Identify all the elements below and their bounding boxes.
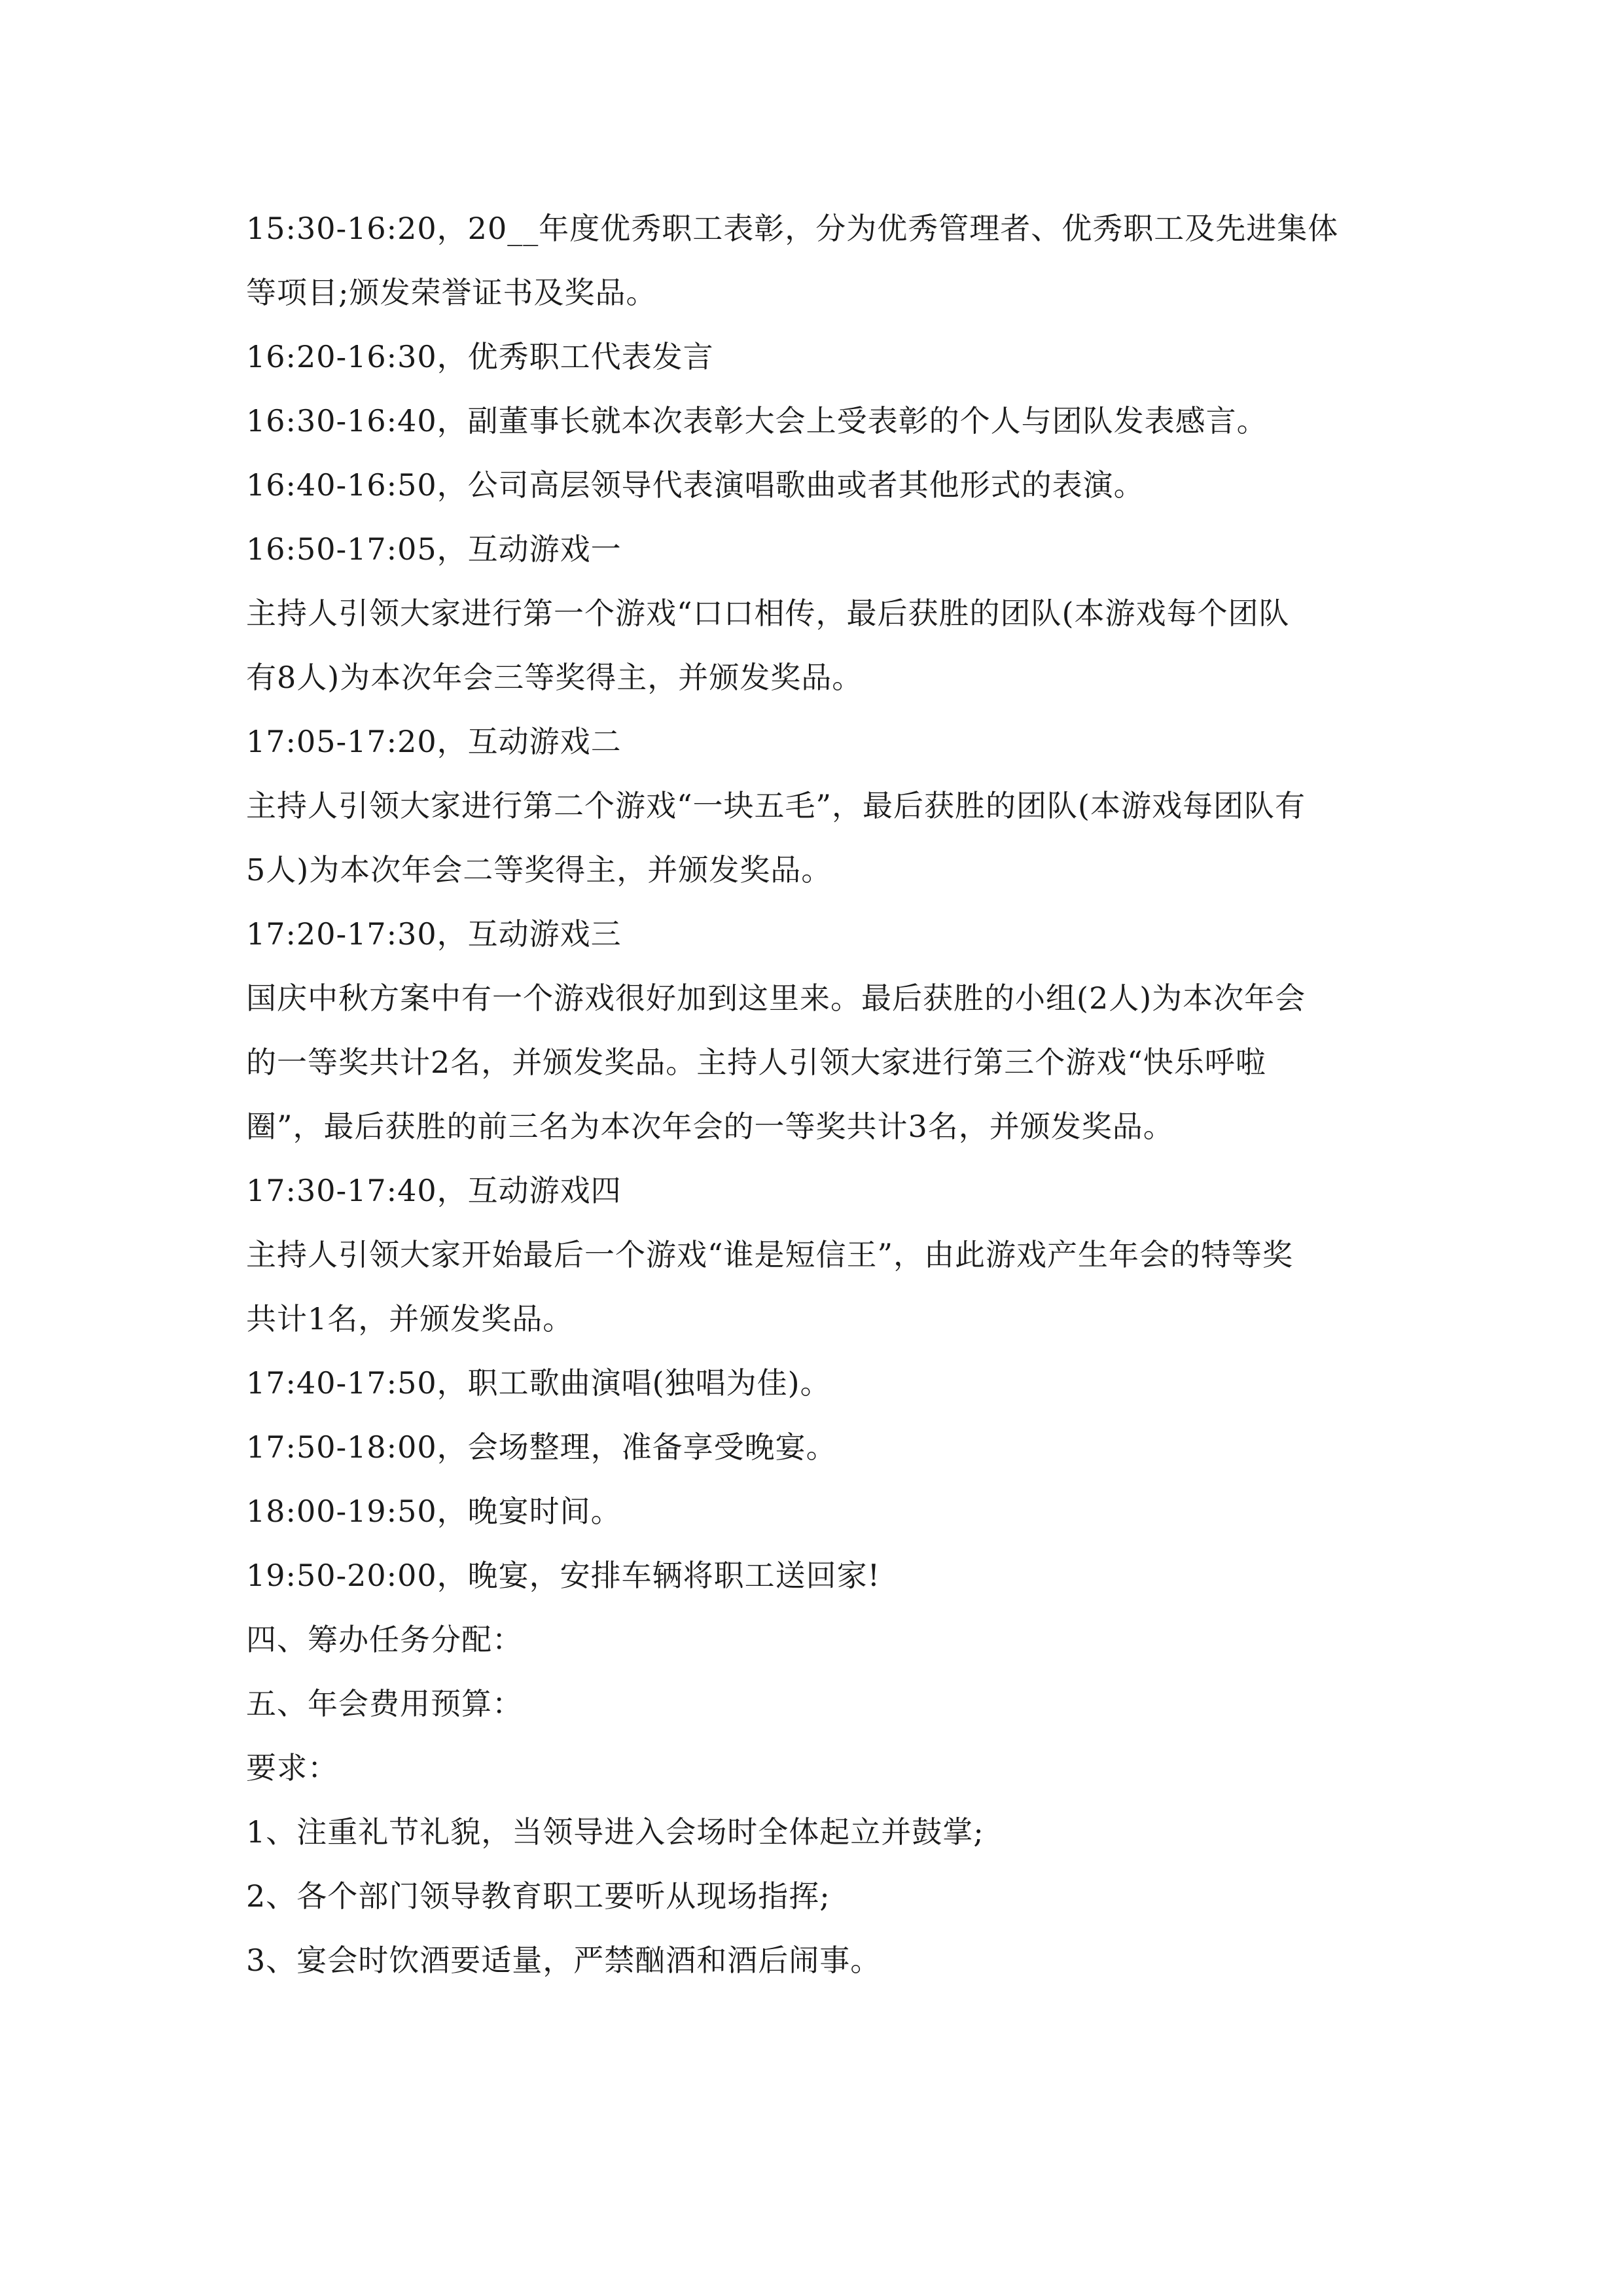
text-line: 共计1名，并颁发奖品。 xyxy=(246,1301,574,1336)
text-line: 等项目;颁发荣誉证书及奖品。 xyxy=(246,275,657,310)
text-line: 18:00-19:50，晚宴时间。 xyxy=(246,1494,622,1529)
document-body xyxy=(246,196,1398,1992)
requirement-item: 3、宴会时饮酒要适量，严禁酗酒和酒后闹事。 xyxy=(246,1943,882,1978)
section-heading: 四、筹办任务分配： xyxy=(246,1622,523,1657)
section-heading: 五、年会费用预算： xyxy=(246,1686,523,1721)
text-line: 有8人)为本次年会三等奖得主，并颁发奖品。 xyxy=(246,660,863,695)
text-line: 15:30-16:20，20__年度优秀职工表彰，分为优秀管理者、优秀职工及先进集体 xyxy=(246,211,1339,246)
requirements-heading: 要求： xyxy=(246,1750,338,1785)
text-line: 的一等奖共计2名，并颁发奖品。主持人引领大家进行第三个游戏“快乐呼啦 xyxy=(246,1045,1266,1080)
text-line: 17:20-17:30，互动游戏三 xyxy=(246,916,622,952)
text-line: 16:40-16:50，公司高层领导代表演唱歌曲或者其他形式的表演。 xyxy=(246,467,1145,503)
text-line: 16:20-16:30，优秀职工代表发言 xyxy=(246,339,714,374)
text-line: 主持人引领大家进行第二个游戏“一块五毛”，最后获胜的团队(本游戏每团队有 xyxy=(246,788,1306,823)
text-line: 17:05-17:20，互动游戏二 xyxy=(246,724,622,759)
requirement-item: 1、注重礼节礼貌，当领导进入会场时全体起立并鼓掌; xyxy=(246,1814,984,1850)
text-line: 17:50-18:00，会场整理，准备享受晚宴。 xyxy=(246,1429,837,1465)
text-line: 5人)为本次年会二等奖得主，并颁发奖品。 xyxy=(246,852,832,888)
text-line: 国庆中秋方案中有一个游戏很好加到这里来。最后获胜的小组(2人)为本次年会 xyxy=(246,980,1306,1016)
requirement-item: 2、各个部门领导教育职工要听从现场指挥; xyxy=(246,1878,830,1914)
text-line: 主持人引领大家开始最后一个游戏“谁是短信王”，由此游戏产生年会的特等奖 xyxy=(246,1237,1294,1272)
text-line: 16:50-17:05，互动游戏一 xyxy=(246,531,622,567)
text-line: 16:30-16:40，副董事长就本次表彰大会上受表彰的个人与团队发表感言。 xyxy=(246,403,1268,439)
text-line: 圈”，最后获胜的前三名为本次年会的一等奖共计3名，并颁发奖品。 xyxy=(246,1109,1174,1144)
text-line: 主持人引领大家进行第一个游戏“口口相传，最后获胜的团队(本游戏每个团队 xyxy=(246,596,1290,631)
text-line: 17:30-17:40，互动游戏四 xyxy=(246,1173,622,1208)
text-line: 17:40-17:50，职工歌曲演唱(独唱为佳)。 xyxy=(246,1365,831,1401)
text-line: 19:50-20:00，晚宴，安排车辆将职工送回家! xyxy=(246,1558,881,1593)
